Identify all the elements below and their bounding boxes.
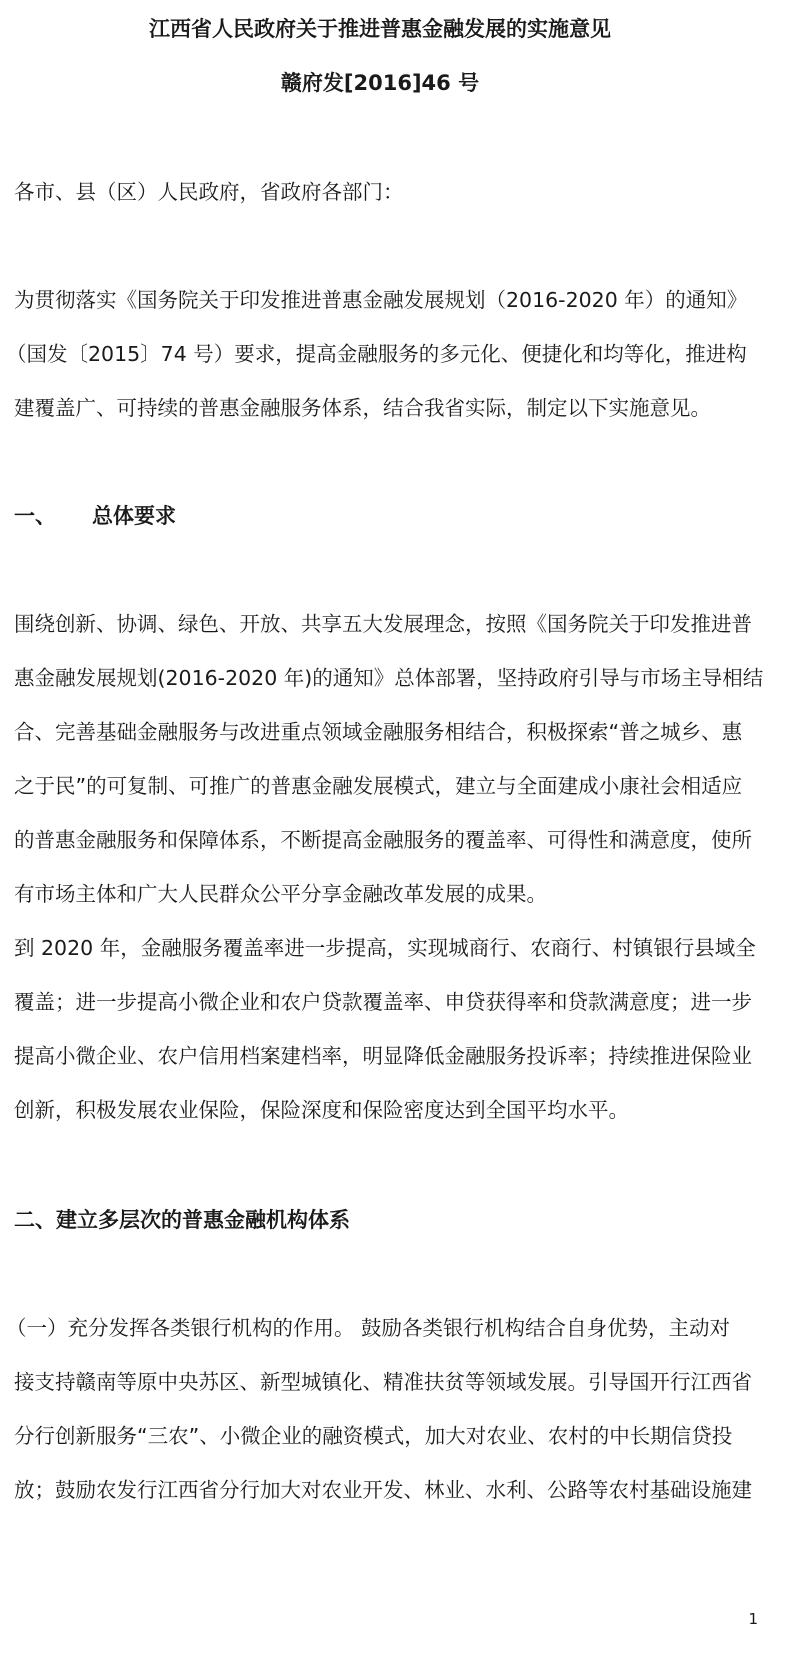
page-number: 1: [748, 1610, 758, 1628]
section-1-paragraph-line: 提高小微企业、农户信用档案建档率，明显降低金融服务投诉率；持续推进保险业: [14, 1044, 752, 1068]
section-1-paragraph-line: 的普惠金融服务和保障体系，不断提高金融服务的覆盖率、可得性和满意度，使所: [14, 828, 752, 852]
section-2-paragraph-line: （一）充分发挥各类银行机构的作用。 鼓励各类银行机构结合自身优势，主动对: [6, 1316, 731, 1340]
section-1-heading: [14, 502, 176, 530]
document-number: 赣府发[2016]46 号: [280, 71, 480, 95]
section-1-title: 总体要求: [92, 504, 176, 528]
section-1-paragraph-line: 惠金融发展规划(2016-2020 年)的通知》总体部署，坚持政府引导与市场主导相结: [14, 666, 764, 690]
section-1-paragraph-line: 覆盖；进一步提高小微企业和农户贷款覆盖率、申贷获得率和贷款满意度；进一步: [14, 990, 752, 1014]
document-title: 江西省人民政府关于推进普惠金融发展的实施意见: [149, 17, 611, 41]
section-1-paragraph-line: 合、完善基础金融服务与改进重点领域金融服务相结合，积极探索“普之城乡、惠: [14, 720, 743, 744]
section-2-paragraph-line: 放；鼓励农发行江西省分行加大对农业开发、林业、水利、公路等农村基础设施建: [14, 1478, 752, 1502]
section-2-paragraph-line: 接支持赣南等原中央苏区、新型城镇化、精准扶贫等领域发展。引导国开行江西省: [14, 1370, 752, 1394]
section-2-heading: 二、建立多层次的普惠金融机构体系: [14, 1208, 350, 1232]
section-2-paragraph-line: 分行创新服务“三农”、小微企业的融资模式，加大对农业、农村的中长期信贷投: [14, 1424, 733, 1448]
section-1-paragraph-line: 到 2020 年，金融服务覆盖率进一步提高，实现城商行、农商行、村镇银行县域全: [14, 936, 756, 960]
intro-line: 建覆盖广、可持续的普惠金融服务体系，结合我省实际，制定以下实施意见。: [14, 396, 711, 420]
section-1-paragraph-line: 有市场主体和广大人民群众公平分享金融改革发展的成果。: [14, 882, 547, 906]
section-1-paragraph-line: 创新，积极发展农业保险，保险深度和保险密度达到全国平均水平。: [14, 1098, 629, 1122]
section-1-paragraph-line: 围绕创新、协调、绿色、开放、共享五大发展理念，按照《国务院关于印发推进普: [14, 612, 752, 636]
salutation: 各市、县（区）人民政府，省政府各部门：: [14, 180, 404, 204]
intro-line: （国发〔2015〕74 号）要求，提高金融服务的多元化、便捷化和均等化，推进构: [6, 342, 747, 366]
section-1-number: 一、: [14, 504, 56, 528]
intro-line: 为贯彻落实《国务院关于印发推进普惠金融发展规划（2016-2020 年）的通知》: [14, 288, 748, 312]
section-1-paragraph-line: 之于民”的可复制、可推广的普惠金融发展模式，建立与全面建成小康社会相适应: [14, 774, 743, 798]
